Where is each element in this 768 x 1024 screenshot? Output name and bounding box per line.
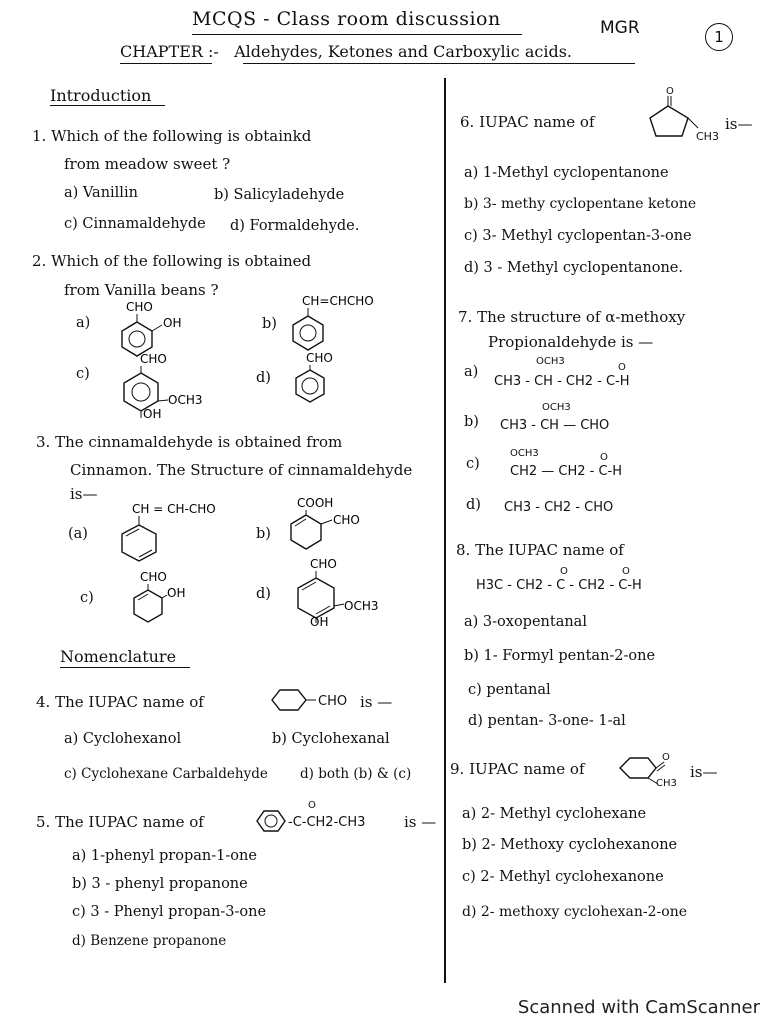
q5-option-a: a) 1-phenyl propan-1-one	[72, 848, 257, 864]
scanner-watermark: Scanned with CamScanner	[517, 997, 760, 1018]
question-7	[458, 305, 685, 329]
question-3	[36, 430, 342, 454]
q4-group: CHO	[318, 694, 348, 709]
q4-option-a: a) Cyclohexanol	[64, 731, 182, 747]
question-number: 8.	[456, 541, 471, 559]
q4-option-b: b) Cyclohexanal	[272, 731, 390, 747]
q1-option-a: a) Vanillin	[64, 185, 138, 201]
page-title: MCQS - Class room discussion	[192, 8, 501, 30]
q6-option-a: a) 1-Methyl cyclopentanone	[464, 165, 669, 181]
q2d-structure	[296, 351, 333, 402]
question-number: 6.	[460, 113, 475, 131]
q7a-formula: CH3 - CH - CH2 - C-H	[494, 374, 630, 389]
q7-option-a: a)	[464, 364, 479, 380]
q5-benzene	[254, 808, 288, 834]
q2-option-b: b)	[262, 316, 277, 332]
q8-carbonyl-o2: O	[622, 566, 630, 577]
q9-option-a: a) 2- Methyl cyclohexane	[462, 806, 647, 822]
q4-tail: is —	[360, 693, 393, 711]
question-4	[36, 690, 204, 714]
question-text: The IUPAC name of	[55, 813, 204, 831]
q6-option-b: b) 3- methy cyclopentane ketone	[464, 196, 697, 212]
q3-option-c: c)	[80, 590, 94, 606]
question-number: 5.	[36, 813, 51, 831]
column-divider	[444, 78, 446, 983]
q1-option-b: b) Salicyladehyde	[214, 187, 345, 203]
question-text: IUPAC name of	[479, 113, 595, 131]
q7-option-b: b)	[464, 414, 479, 430]
q3-option-a: (a)	[68, 526, 88, 542]
q4-option-d: d) both (b) & (c)	[300, 766, 412, 782]
chem-label: OCH3	[168, 393, 203, 407]
chapter-label: CHAPTER :-	[120, 42, 219, 61]
cyclohexane-ring	[272, 690, 306, 710]
page-number: 1	[705, 23, 733, 51]
q2c-structure	[124, 352, 202, 421]
q3c-structure	[134, 570, 185, 622]
chem-label: OH	[167, 586, 186, 600]
question-number: 4.	[36, 693, 51, 711]
q1-option-c: c) Cinnamaldehyde	[64, 216, 206, 232]
benzene-ring	[124, 373, 158, 411]
q8-option-a: a) 3-oxopentanal	[464, 614, 587, 630]
q7c-formula: CH2 — CH2 - C-H	[510, 464, 623, 479]
question-6	[460, 110, 595, 134]
q2b-structure	[293, 294, 374, 350]
section-nomenclature: Nomenclature	[60, 647, 177, 666]
q5-formula: -C-CH2-CH3	[288, 815, 366, 830]
question-number: 3.	[36, 433, 51, 451]
question-text: The structure of α-methoxy	[477, 308, 686, 326]
q2-option-a: a)	[76, 315, 91, 331]
q7c-carbonyl-o: O	[600, 452, 608, 463]
chem-label: OCH3	[344, 599, 379, 613]
q2-option-c: c)	[76, 366, 90, 382]
section-introduction: Introduction	[50, 86, 152, 105]
cyclohexanone-ring	[620, 758, 656, 778]
q5-carbonyl-o: O	[308, 800, 316, 811]
question-9	[450, 757, 585, 781]
question-number: 1.	[32, 127, 47, 145]
q9-methyl: CH3	[656, 778, 677, 789]
q9-tail: is—	[690, 763, 718, 781]
question-text: IUPAC name of	[469, 760, 585, 778]
q9-option-b: b) 2- Methoxy cyclohexanone	[462, 837, 678, 853]
q7a-carbonyl-o: O	[618, 362, 626, 373]
q6-tail: is—	[725, 115, 753, 133]
chem-label: CHO	[333, 513, 360, 527]
benzene-ring	[291, 515, 321, 549]
chem-label: OH	[310, 615, 329, 629]
chem-label: CHO	[306, 351, 333, 365]
chem-label: OH	[143, 407, 162, 421]
chapter-name: Aldehydes, Ketones and Carboxylic acids.	[234, 42, 572, 61]
section-underline	[60, 667, 190, 668]
q5-option-c: c) 3 - Phenyl propan-3-one	[72, 904, 267, 920]
q7-option-d: d)	[466, 497, 481, 513]
q8-option-c: c) pentanal	[468, 682, 551, 698]
q8-option-d: d) pentan- 3-one- 1-al	[468, 713, 626, 729]
question-3-line3: is—	[70, 485, 98, 503]
question-number: 2.	[32, 252, 47, 270]
q1-option-d: d) Formaldehyde.	[230, 218, 360, 234]
question-text: The cinnamaldehyde is obtained from	[55, 433, 343, 451]
question-2-line2: from Vanilla beans ?	[64, 281, 219, 299]
q7b-formula: CH3 - CH — CHO	[500, 418, 610, 433]
q8-formula: H3C - CH2 - C - CH2 - C-H	[476, 578, 642, 593]
benzene-ring	[298, 578, 334, 618]
question-number: 9.	[450, 760, 465, 778]
chem-label: CH=CHCHO	[302, 294, 374, 308]
question-1-line2: from meadow sweet ?	[64, 155, 231, 173]
q2a-structure	[122, 300, 181, 356]
q6-methyl: CH3	[696, 130, 719, 143]
chem-label: CHO	[140, 570, 167, 584]
q8-option-b: b) 1- Formyl pentan-2-one	[464, 648, 656, 664]
benzene-ring	[257, 811, 285, 831]
q7-option-c: c)	[466, 456, 480, 472]
question-text: The IUPAC name of	[55, 693, 204, 711]
question-text: Which of the following is obtainkd	[51, 127, 312, 145]
q3-option-b: b)	[256, 526, 271, 542]
q6-option-d: d) 3 - Methyl cyclopentanone.	[464, 260, 683, 276]
benzene-ring	[134, 590, 162, 622]
q3-option-d: d)	[256, 586, 271, 602]
q3a-structure	[122, 502, 216, 561]
chem-label: COOH	[297, 496, 334, 510]
q4-option-c: c) Cyclohexane Carbaldehyde	[64, 766, 268, 782]
question-7-line2: Propionaldehyde is —	[488, 333, 654, 351]
author-initials: MGR	[600, 18, 640, 38]
q9-carbonyl-o: O	[662, 752, 670, 763]
left-structures	[0, 0, 444, 660]
q3b-structure	[291, 496, 360, 549]
question-3-line2: Cinnamon. The Structure of cinnamaldehyde	[70, 461, 413, 479]
question-text: The IUPAC name of	[475, 541, 624, 559]
q8-carbonyl-o1: O	[560, 566, 568, 577]
q7a-substituent: OCH3	[536, 356, 565, 367]
question-5	[36, 810, 204, 834]
q9-option-d: d) 2- methoxy cyclohexan-2-one	[462, 904, 688, 920]
chem-label: CHO	[140, 352, 167, 366]
q5-option-b: b) 3 - phenyl propanone	[72, 876, 248, 892]
chem-label: CHO	[126, 300, 153, 314]
q2-option-d: d)	[256, 370, 271, 386]
q5-option-d: d) Benzene propanone	[72, 933, 227, 949]
benzene-ring	[293, 316, 323, 350]
q7c-substituent: OCH3	[510, 448, 539, 459]
question-text: Which of the following is obtained	[51, 252, 312, 270]
chem-label: CH = CH-CHO	[132, 502, 216, 516]
q5-tail: is —	[404, 813, 437, 831]
benzene-ring	[122, 322, 152, 356]
chem-label: OH	[163, 316, 182, 330]
cyclopentanone-ring	[650, 106, 688, 136]
q6-carbonyl-o: O	[666, 86, 674, 97]
q7d-formula: CH3 - CH2 - CHO	[504, 500, 614, 515]
q3d-structure	[298, 557, 378, 629]
question-8	[456, 538, 624, 562]
q6-option-c: c) 3- Methyl cyclopentan-3-one	[464, 228, 692, 244]
q9-option-c: c) 2- Methyl cyclohexanone	[462, 869, 664, 885]
benzene-ring	[122, 525, 156, 561]
benzene-ring	[296, 370, 324, 402]
question-number: 7.	[458, 308, 473, 326]
q7b-substituent: OCH3	[542, 402, 571, 413]
chem-label: CHO	[310, 557, 337, 571]
